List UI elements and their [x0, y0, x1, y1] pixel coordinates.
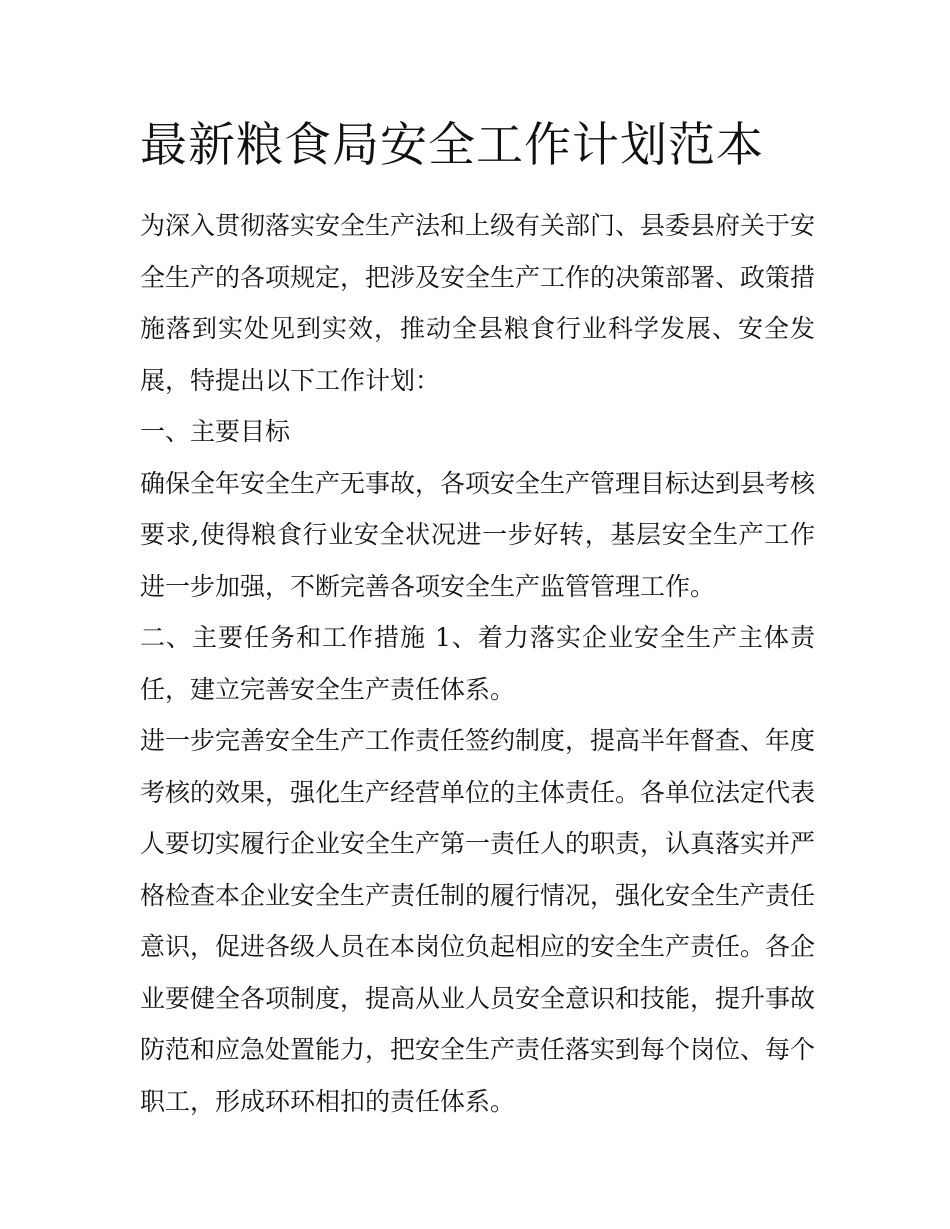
document-body — [140, 112, 815, 1127]
section-heading-tasks: 二、主要任务和工作措施 1、着力落实企业安全生产主体责任，建立完善安全生产责任体系。 — [140, 623, 815, 704]
paragraph-responsibility: 进一步完善安全生产工作责任签约制度，提高半年督查、年度考核的效果，强化生产经营单位的主体责任。各单位法定代表人要切实履行企业安全生产第一责任人的职责，认真落实并严格检查本企业安全生产责任制的履行情况，强化安全生产责任意识，促进各级人员在本岗位负起相应的安全生产责任。各企业要健全各项制度，提高从业人员安全意识和技能，提升事故防范和应急处置能力，把安全生产责任落实到每个岗位、每个职工，形成环环相扣的责任体系。 — [140, 726, 816, 1116]
section-heading-goals: 一、主要目标 — [140, 417, 291, 446]
paragraph-goals: 确保全年安全生产无事故，各项安全生产管理目标达到县考核要求,使得粮食行业安全状况进一步好转，基层安全生产工作进一步加强，不断完善各项安全生产监管管理工作。 — [140, 468, 816, 601]
paragraph-intro: 为深入贯彻落实安全生产法和上级有关部门、县委县府关于安全生产的各项规定，把涉及安全生产工作的决策部署、政策措施落到实处见到实效，推动全县粮食行业科学发展、安全发展，特提出以下工作计划： — [140, 211, 816, 395]
document-title: 最新粮食局安全工作计划范本 — [140, 118, 764, 173]
